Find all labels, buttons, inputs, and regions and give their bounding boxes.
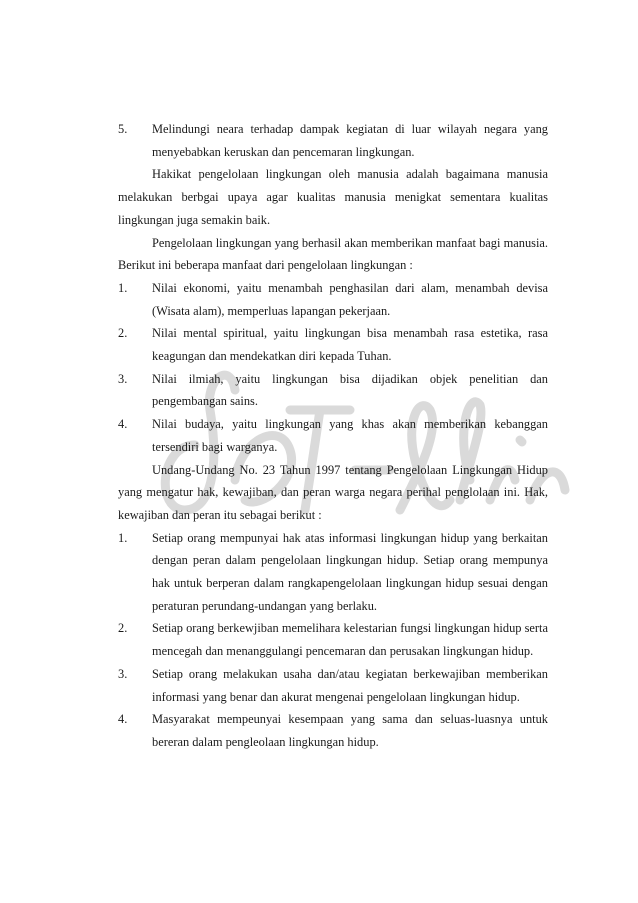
list-item: [118, 413, 548, 458]
list-text: Nilai ilmiah, yaitu lingkungan bisa dijadikan objek penelitian dan pengembangan sains.: [152, 371, 548, 409]
list-text: Setiap orang melakukan usaha dan/atau kegiatan berkewajiban memberikan informasi yang benar dan akurat mengenai pengelolaan lingkungan hidup.: [152, 666, 548, 704]
list-number: 1.: [118, 530, 128, 545]
list-number: 1.: [118, 280, 128, 295]
list-item: [118, 322, 548, 367]
list-text: Masyarakat mempeunyai kesempaan yang sama dan seluas-luasnya untuk bereran dalam pengleolaan lingkungan hidup.: [152, 712, 548, 749]
list-text: Nilai ekonomi, yaitu menambah penghasilan dari alam, menambah devisa (Wisata alam), memperluas lapangan pekerjaan.: [152, 280, 548, 318]
list-number: 2.: [118, 621, 128, 636]
list-number: 5.: [118, 122, 128, 136]
list-number: 4.: [118, 712, 128, 727]
list-text: Nilai mental spiritual, yaitu lingkungan bisa menambah rasa estetika, rasa keagungan dan mendekatkan diri kepada Tuhan.: [152, 326, 548, 364]
list-item: [118, 118, 548, 163]
list-text: Setiap orang mempunyai hak atas informasi lingkungan hidup yang berkaitan dengan peran dalam pengelolaan lingkungan hidup. Setiap orang mempunya hak untuk berperan dalam rangkapengelolaan lingkungan hidup sesuai dengan peraturan perundang-undangan yang berlaku.: [152, 530, 548, 613]
list-item: [118, 617, 548, 662]
list-text: Setiap orang berkewjiban memelihara kelestarian fungsi lingkungan hidup serta mencegah dan menanggulangi pencemaran dan perusakan lingkungan hidup.: [152, 621, 548, 659]
list-text: Melindungi neara terhadap dampak kegiatan di luar wilayah negara yang menyebabkan keruskan dan pencemaran lingkungan.: [152, 122, 548, 159]
list-item: [118, 277, 548, 322]
paragraph-manfaat-intro: Pengelolaan lingkungan yang berhasil akan memberikan manfaat bagi manusia. Berikut ini beberapa manfaat dari pengelolaan lingkungan :: [118, 235, 548, 273]
list-item: [118, 527, 548, 618]
list-item: [118, 708, 548, 753]
document-body: [118, 118, 548, 754]
list-text: Nilai budaya, yaitu lingkungan yang khas akan memberikan kebanggan tersendiri bagi warganya.: [152, 417, 548, 454]
list-item: [118, 663, 548, 708]
paragraph-hakikat: Hakikat pengelolaan lingkungan oleh manusia adalah bagaimana manusia melakukan berbgai upaya agar kualitas manusia menigkat sementara kualitas lingkungan juga semakin baik.: [118, 167, 548, 227]
list-number: 4.: [118, 417, 128, 432]
list-item: [118, 368, 548, 413]
list-number: 2.: [118, 326, 128, 341]
list-number: 3.: [118, 666, 128, 681]
paragraph-undang-undang: Undang-Undang No. 23 Tahun 1997 tentang Pengelolaan Lingkungan Hidup yang mengatur hak, kewajiban, dan peran warga negara perihal penglolaan ini. Hak, kewajiban dan peran itu sebagai berikut :: [118, 462, 548, 522]
list-number: 3.: [118, 371, 128, 386]
